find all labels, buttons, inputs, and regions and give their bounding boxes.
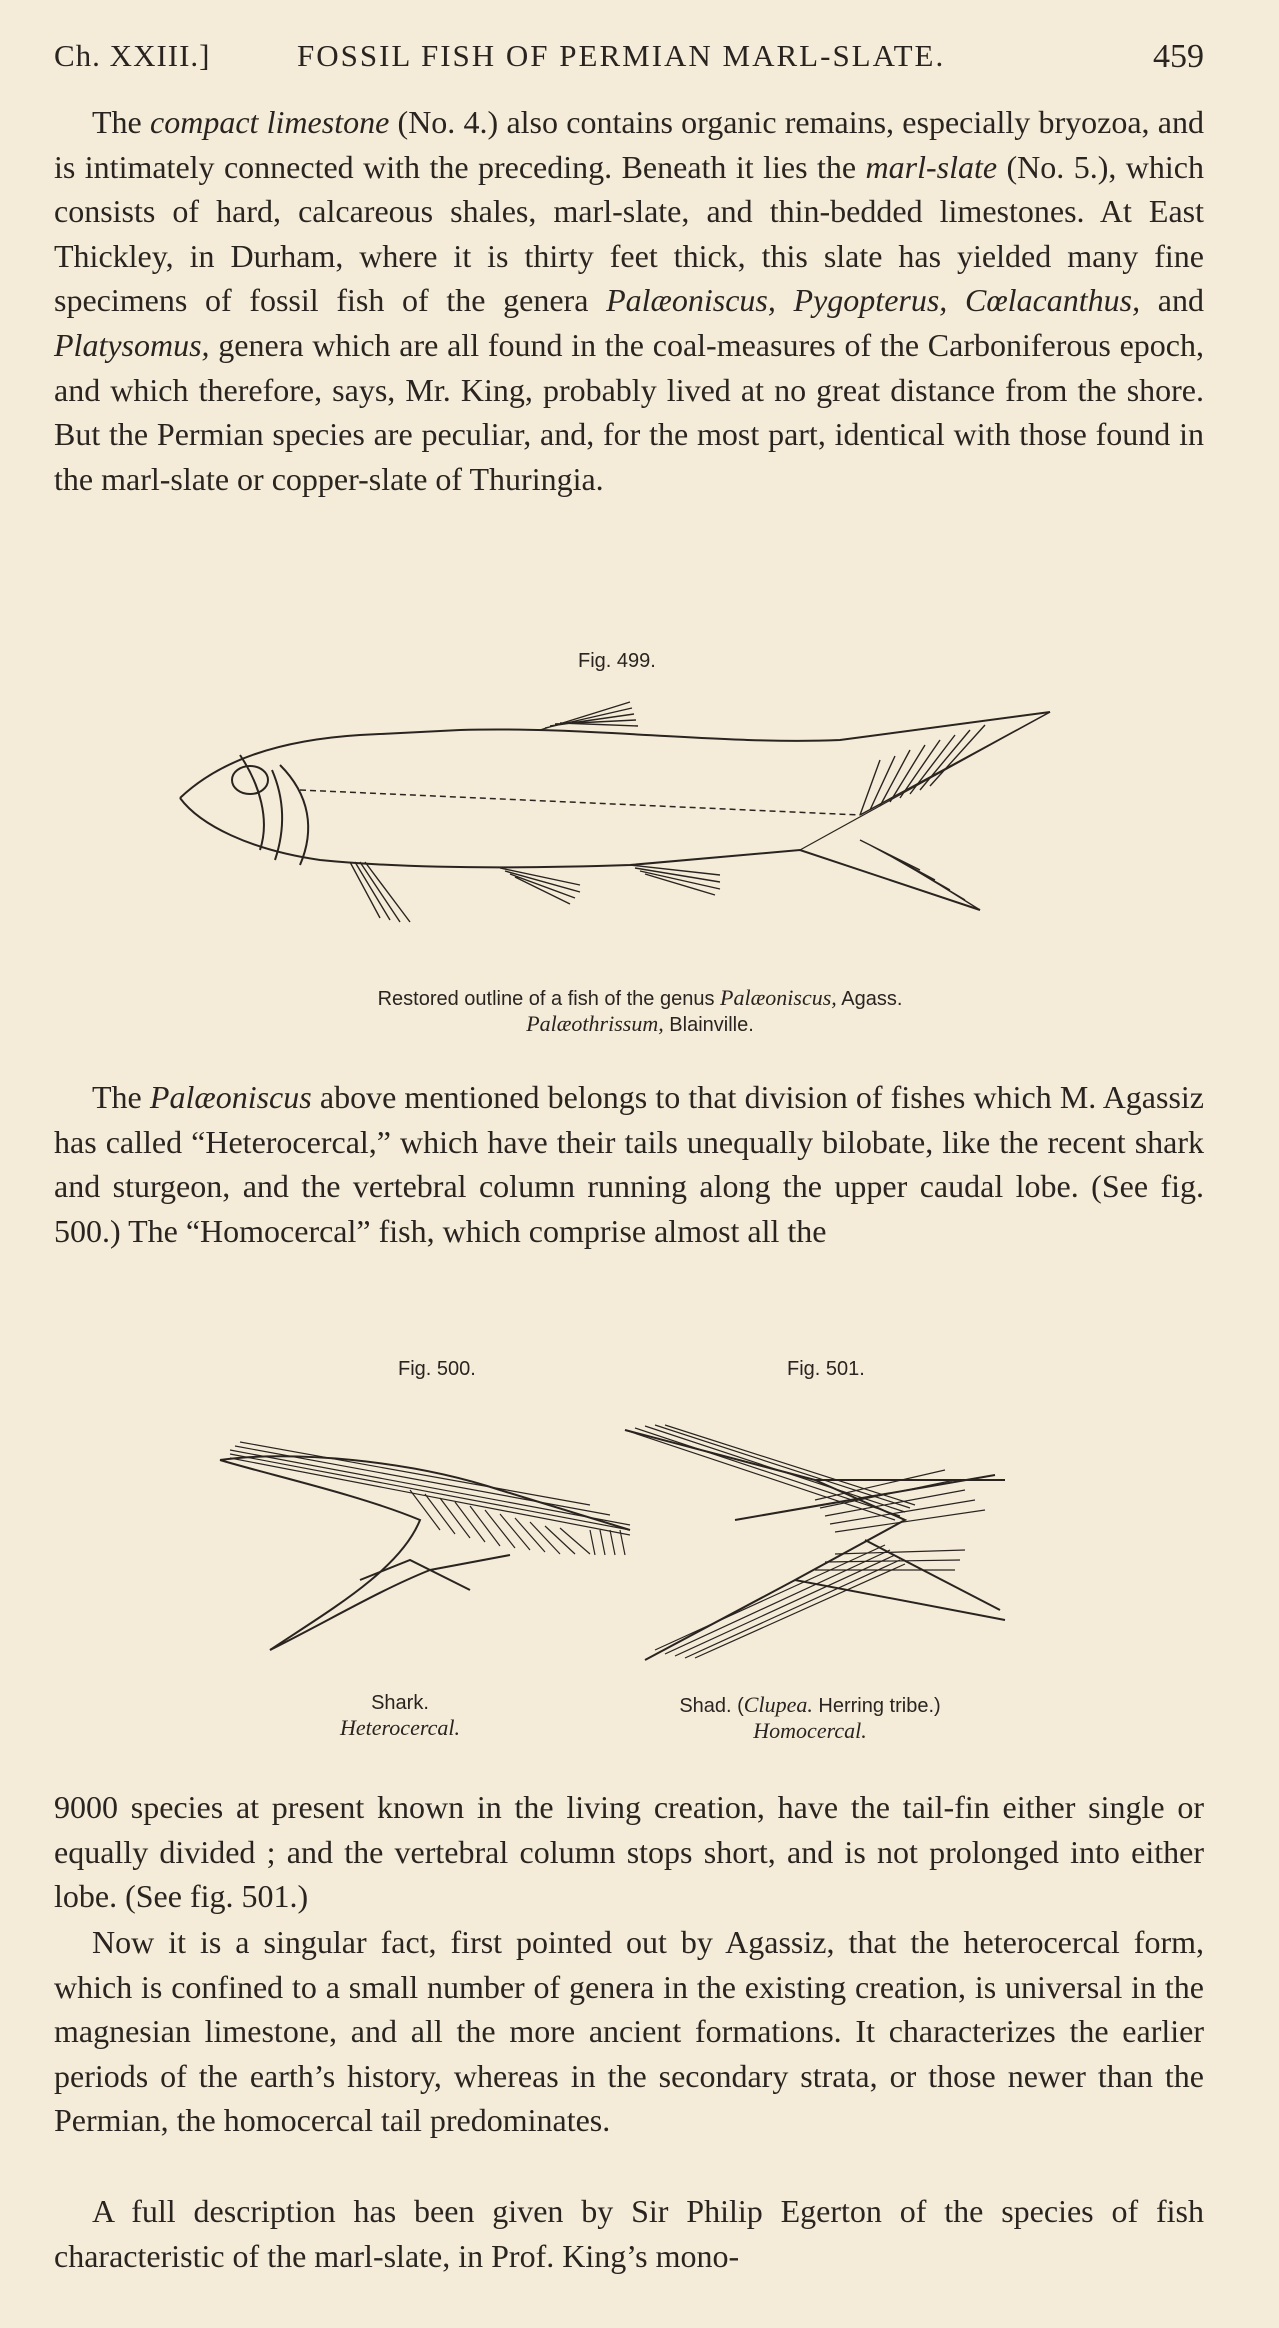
tail-fin-hatching bbox=[860, 725, 985, 910]
caption-text: Shad. ( bbox=[679, 1695, 744, 1717]
fig-501-caption bbox=[600, 1692, 1020, 1744]
text-run: and bbox=[1140, 282, 1205, 319]
caption-text: Restored outline of a fish of the genus bbox=[377, 988, 721, 1010]
shad-tail-hatching bbox=[625, 1425, 985, 1658]
caption-genus: Palæoniscus, bbox=[720, 985, 837, 1010]
paragraph-2 bbox=[54, 1075, 1204, 1253]
fig-499-caption-line-1 bbox=[160, 985, 1120, 1011]
fig-500-shark-tail-illustration bbox=[210, 1420, 640, 1670]
header-title: FOSSIL FISH OF PERMIAN MARL-SLATE. bbox=[297, 38, 946, 73]
fig-500-label: Fig. 500. bbox=[398, 1358, 476, 1380]
genus-platysomus: Platysomus, bbox=[54, 326, 210, 363]
caption-synonym: Palæothrissum, bbox=[526, 1011, 664, 1036]
dorsal-fin-hatching bbox=[540, 702, 638, 730]
caption-text: Agass. bbox=[836, 988, 903, 1010]
text-run: The bbox=[92, 1079, 150, 1115]
paragraph-1 bbox=[54, 100, 1204, 501]
fig-499-caption-line-2 bbox=[160, 1011, 1120, 1037]
fig-500-caption-line-2: Heterocercal. bbox=[340, 1715, 460, 1740]
fig-500-caption bbox=[300, 1692, 500, 1741]
paragraph-5 bbox=[54, 2189, 1204, 2278]
text-run: (No. 5.), which consists of hard, calcareous shales, marl-slate, and thin-bedded limestones. At East Thickley, in Durham, where it is thirty feet thick, this slate has yielded many fine specimens of fossil fish of the genera bbox=[54, 148, 1205, 319]
caption-genus: Clupea. bbox=[743, 1692, 813, 1717]
caption-text: Herring tribe.) bbox=[812, 1695, 941, 1717]
chapter-label: Ch. XXIII.] bbox=[54, 38, 211, 73]
paragraph-3 bbox=[54, 1785, 1204, 1919]
fig-499-label: Fig. 499. bbox=[578, 650, 656, 672]
paragraph-3-text: 9000 species at present known in the living creation, have the tail-fin either single or equally divided ; and the vertebral column stops short, and is not prolonged into either lobe. (See fig. 501.) bbox=[54, 1789, 1204, 1915]
paragraph-5-text: A full description has been given by Sir Philip Egerton of the species of fish characteristic of the marl-slate, in Prof. King’s mono- bbox=[54, 2193, 1204, 2274]
fig-501-caption-line-1 bbox=[600, 1692, 1020, 1718]
fig-501-shad-tail-illustration bbox=[615, 1420, 1015, 1670]
text-run: genera which are all found in the coal-measures of the Carboniferous epoch, and which therefore, says, Mr. King, probably lived at no great distance from the shore. But the Permian species are peculiar, and, for the most part, identical with those found in the marl-slate or copper-slate of Thuringia. bbox=[54, 326, 1204, 497]
text-run: The bbox=[92, 104, 150, 140]
shark-tail-hatching bbox=[230, 1442, 630, 1555]
fig-501-label: Fig. 501. bbox=[787, 1358, 865, 1380]
fig-499-fish-illustration bbox=[160, 690, 1060, 970]
paragraph-4 bbox=[54, 1920, 1204, 2143]
running-header bbox=[54, 38, 1204, 88]
text-run: above mentioned belongs to that division of fishes which M. Agassiz has called “Heterocercal,” which have their tails unequally bilobate, like the recent shark and sturgeon, and the vertebral column running along the upper caudal lobe. (See fig. 500.) The “Homocercal” fish, which comprise almost all the bbox=[54, 1079, 1205, 1249]
ventral-fin-hatching bbox=[350, 862, 720, 922]
caption-text: Blainville. bbox=[663, 1014, 754, 1036]
fig-500-caption-line-1: Shark. bbox=[371, 1692, 429, 1714]
paragraph-2-text bbox=[54, 1075, 1204, 1253]
genera-names: Palæoniscus, Pygopterus, Cœlacanthus, bbox=[606, 282, 1141, 319]
term-marl-slate: marl-slate bbox=[865, 148, 998, 185]
paragraph-1-text bbox=[54, 100, 1204, 501]
term-compact-limestone: compact limestone bbox=[150, 104, 390, 140]
paragraph-4-text: Now it is a singular fact, first pointed out by Agassiz, that the heterocercal form, which is confined to a small number of genera in the existing creation, is universal in the magnesian limestone, and all the more ancient formations. It characterizes the earlier periods of the earth’s history, whereas in the secondary strata, or those newer than the Permian, the homocercal tail predominates. bbox=[54, 1924, 1204, 2139]
genus-palaeoniscus: Palæoniscus bbox=[149, 1079, 312, 1115]
text-run: (No. 4.) also contains organic remains, especially bryozoa, and is intimately connected with the preceding. Beneath it lies the bbox=[54, 104, 1205, 185]
fig-501-caption-line-2: Homocercal. bbox=[753, 1718, 867, 1743]
fig-499-caption bbox=[160, 985, 1120, 1037]
page-number: 459 bbox=[1153, 38, 1204, 75]
